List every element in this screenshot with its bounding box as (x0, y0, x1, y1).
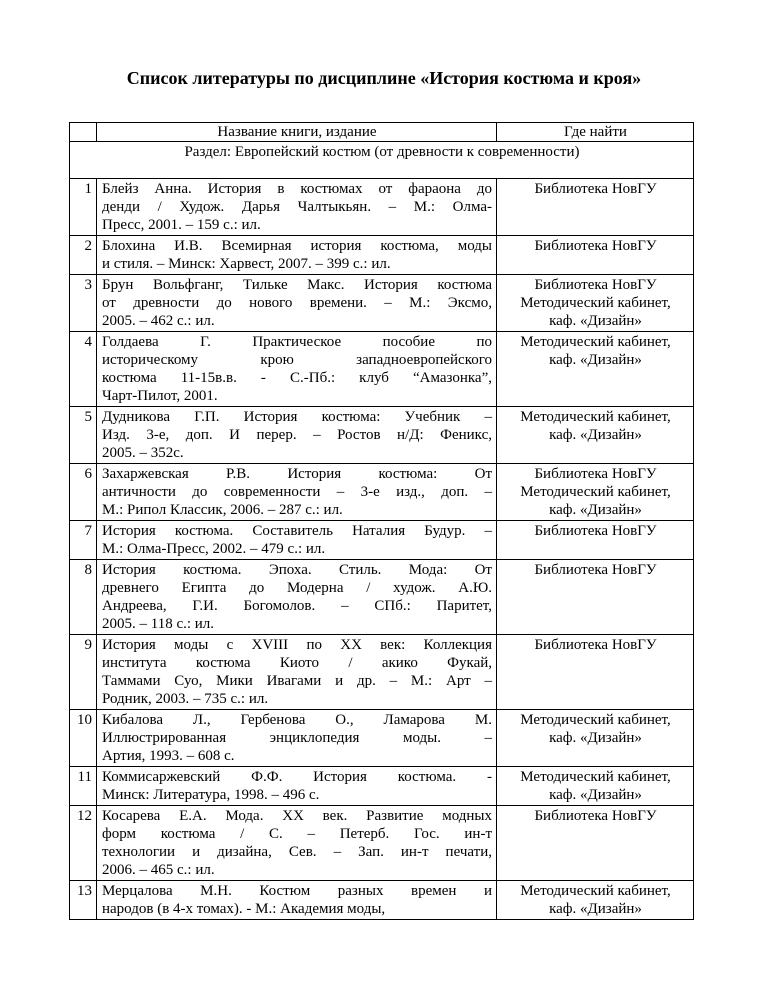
row-number: 12 (70, 806, 97, 881)
location-cell (497, 275, 694, 332)
location-line: Библиотека НовГУ (534, 637, 657, 653)
book-line: История костюма. Составитель Наталия Будур. – (102, 523, 492, 539)
location-line: каф. «Дизайн» (549, 787, 642, 803)
book-line: народов (в 4-х томах). - М.: Академия моды, (102, 901, 386, 917)
book-line: Родник, 2003. – 735 с.: ил. (102, 691, 269, 707)
location-cell (497, 710, 694, 767)
book-line: технологии и дизайна, Сев. – Зап. ин-т печати, (102, 844, 492, 860)
location-line: Библиотека НовГУ (534, 181, 657, 197)
table-row (70, 560, 694, 635)
location-cell (497, 236, 694, 275)
location-line: каф. «Дизайн» (549, 427, 642, 443)
location-cell (497, 179, 694, 236)
book-line: Брун Вольфганг, Тильке Макс. История костюма (102, 277, 492, 293)
book-line: Чарт-Пилот, 2001. (102, 388, 218, 404)
location-cell (497, 521, 694, 560)
book-line: денди / Худож. Дарья Чалтыкьян. – М.: Олма- (102, 199, 492, 215)
row-number: 3 (70, 275, 97, 332)
book-line: Блейз Анна. История в костюмах от фараона до (102, 181, 492, 197)
book-line: древнего Египта до Модерна / худож. А.Ю. (102, 580, 492, 596)
book-line: История костюма. Эпоха. Стиль. Мода: От (102, 562, 492, 578)
section-title: Раздел: Европейский костюм (от древности к современности) (70, 142, 694, 179)
book-line: от древности до нового времени. – М.: Эксмо, (102, 295, 492, 311)
book-line: Минск: Литература, 1998. – 496 с. (102, 787, 320, 803)
table-row (70, 464, 694, 521)
book-line: М.: Рипол Классик, 2006. – 287 с.: ил. (102, 502, 343, 518)
book-line: 2005. – 118 с.: ил. (102, 616, 215, 632)
row-number: 6 (70, 464, 97, 521)
location-line: Методический кабинет, (520, 484, 671, 500)
book-line: Блохина И.В. Всемирная история костюма, моды (102, 238, 492, 254)
location-line: Методический кабинет, (520, 295, 671, 311)
book-line: Голдаева Г. Практическое пособие по (102, 334, 492, 350)
book-line: Кибалова Л., Гербенова О., Ламарова М. (102, 712, 492, 728)
location-cell (497, 881, 694, 920)
table-row (70, 236, 694, 275)
header-where: Где найти (497, 123, 694, 142)
book-cell (97, 881, 497, 920)
literature-table (69, 122, 694, 920)
book-line: института костюма Киото / акико Фукай, (102, 655, 492, 671)
location-line: Библиотека НовГУ (534, 808, 657, 824)
book-line: Иллюстрированная энциклопедия моды. – (102, 730, 492, 746)
book-cell (97, 464, 497, 521)
book-cell (97, 275, 497, 332)
book-line: Косарева Е.А. Мода. XX век. Развитие модных (102, 808, 492, 824)
book-line: форм костюма / С. – Петерб. Гос. ин-т (102, 826, 492, 842)
book-line: костюма 11-15в.в. - С.-Пб.: клуб “Амазонка”, (102, 370, 492, 386)
location-line: каф. «Дизайн» (549, 901, 642, 917)
table-row (70, 179, 694, 236)
book-line: историческому крою западноевропейского (102, 352, 492, 368)
row-number: 9 (70, 635, 97, 710)
location-cell (497, 560, 694, 635)
book-line: античности до современности – 3-е изд., доп. – (102, 484, 492, 500)
location-line: Методический кабинет, (520, 409, 671, 425)
table-row (70, 806, 694, 881)
location-line: Методический кабинет, (520, 883, 671, 899)
book-cell (97, 806, 497, 881)
header-num (70, 123, 97, 142)
row-number: 10 (70, 710, 97, 767)
row-number: 8 (70, 560, 97, 635)
book-line: Мерцалова М.Н. Костюм разных времен и (102, 883, 492, 899)
book-line: Пресс, 2001. – 159 с.: ил. (102, 217, 261, 233)
page-title: Список литературы по дисциплине «История костюма и кроя» (126, 68, 642, 88)
row-number: 7 (70, 521, 97, 560)
location-cell (497, 767, 694, 806)
location-line: Библиотека НовГУ (534, 277, 657, 293)
location-cell (497, 806, 694, 881)
book-line: Захаржевская Р.В. История костюма: От (102, 466, 492, 482)
table-row (70, 767, 694, 806)
book-line: История моды с XVIII по XX век: Коллекция (102, 637, 492, 653)
book-line: Изд. 3-е, доп. И перер. – Ростов н/Д: Феникс, (102, 427, 492, 443)
row-number: 5 (70, 407, 97, 464)
location-line: Библиотека НовГУ (534, 466, 657, 482)
book-line: Таммами Суо, Мики Ивагами и др. – М.: Арт – (102, 673, 492, 689)
row-number: 2 (70, 236, 97, 275)
book-cell (97, 710, 497, 767)
book-cell (97, 560, 497, 635)
location-line: Библиотека НовГУ (534, 238, 657, 254)
location-line: Методический кабинет, (520, 769, 671, 785)
row-number: 11 (70, 767, 97, 806)
book-cell (97, 236, 497, 275)
book-line: Андреева, Г.И. Богомолов. – СПб.: Паритет, (102, 598, 492, 614)
book-cell (97, 635, 497, 710)
location-line: каф. «Дизайн» (549, 313, 642, 329)
location-cell (497, 635, 694, 710)
book-line: 2005. – 462 с.: ил. (102, 313, 215, 329)
book-cell (97, 407, 497, 464)
location-cell (497, 464, 694, 521)
table-row (70, 710, 694, 767)
row-number: 4 (70, 332, 97, 407)
book-cell (97, 179, 497, 236)
location-cell (497, 407, 694, 464)
table-row (70, 881, 694, 920)
table-row (70, 332, 694, 407)
table-row (70, 275, 694, 332)
section-row (70, 142, 694, 179)
book-cell (97, 332, 497, 407)
table-header-row (70, 123, 694, 142)
table-row (70, 407, 694, 464)
book-line: Дудникова Г.П. История костюма: Учебник – (102, 409, 492, 425)
location-line: Библиотека НовГУ (534, 523, 657, 539)
book-line: Коммисаржевский Ф.Ф. История костюма. - (102, 769, 492, 785)
table-row (70, 635, 694, 710)
book-line: Артия, 1993. – 608 с. (102, 748, 235, 764)
table-row (70, 521, 694, 560)
location-line: каф. «Дизайн» (549, 352, 642, 368)
row-number: 1 (70, 179, 97, 236)
book-line: М.: Олма-Пресс, 2002. – 479 с.: ил. (102, 541, 326, 557)
book-cell (97, 521, 497, 560)
book-line: 2005. – 352с. (102, 445, 184, 461)
header-book: Название книги, издание (97, 123, 497, 142)
row-number: 13 (70, 881, 97, 920)
book-line: и стиля. – Минск: Харвест, 2007. – 399 с.: ил. (102, 256, 391, 272)
location-line: Методический кабинет, (520, 334, 671, 350)
location-line: каф. «Дизайн» (549, 730, 642, 746)
location-line: каф. «Дизайн» (549, 502, 642, 518)
location-line: Методический кабинет, (520, 712, 671, 728)
location-cell (497, 332, 694, 407)
location-line: Библиотека НовГУ (534, 562, 657, 578)
book-line: 2006. – 465 с.: ил. (102, 862, 215, 878)
book-cell (97, 767, 497, 806)
